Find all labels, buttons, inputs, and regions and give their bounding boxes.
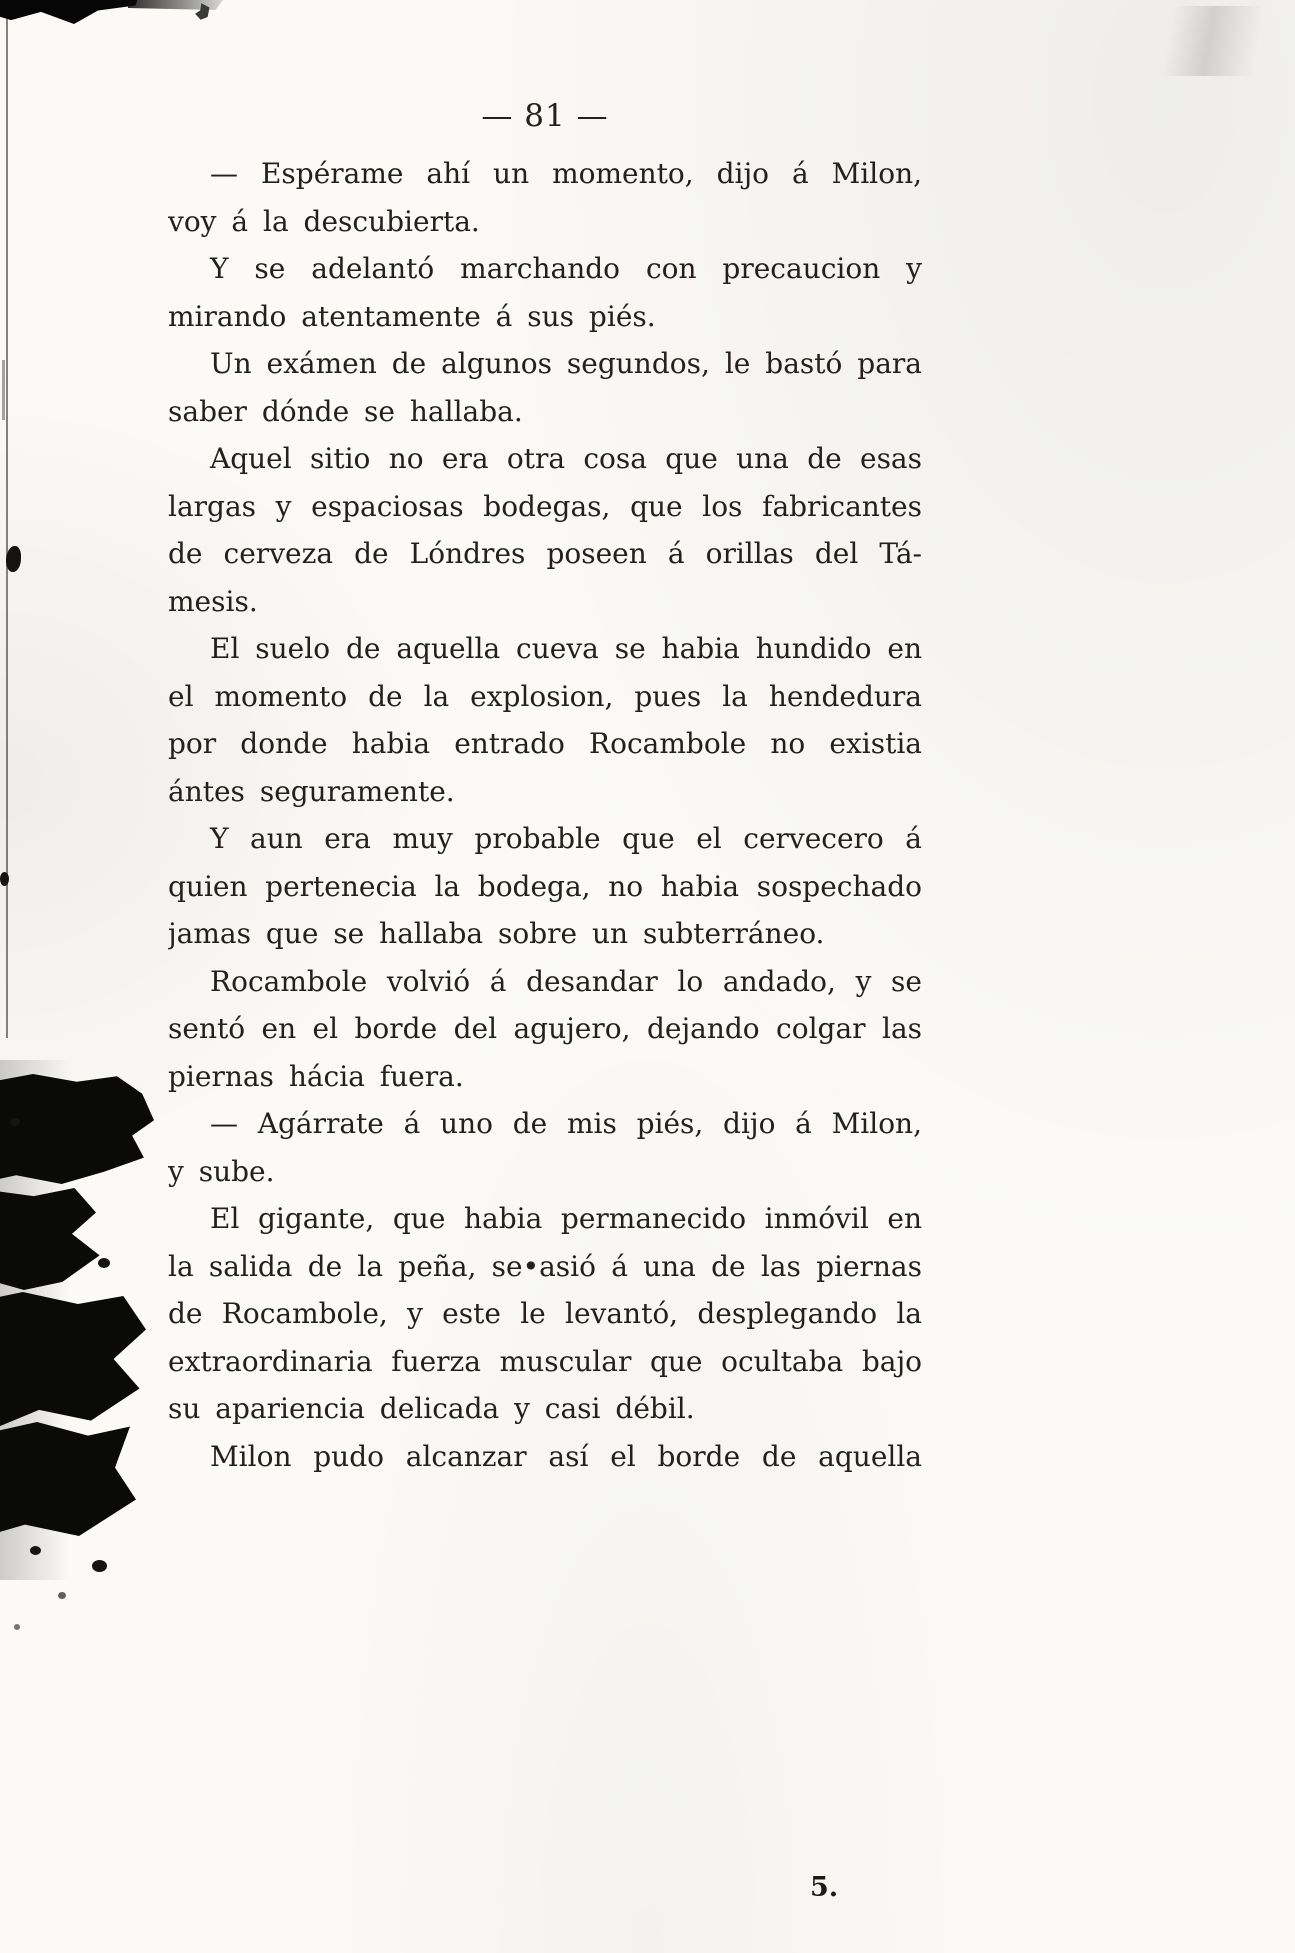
text-line: Y se adelantó marchando con precaucion y <box>210 252 922 285</box>
signature-number: 5. <box>810 1872 839 1903</box>
text-line: mirando atentamente á sus piés. <box>168 299 656 333</box>
scan-artifact-top-left <box>0 0 140 24</box>
text-line: — Agárrate á uno de mis piés, dijo á Milon, <box>210 1107 922 1140</box>
ink-speck <box>14 1624 20 1630</box>
paragraph <box>168 815 922 958</box>
text-line: quien pertenecia la bodega, no habia sospechado <box>168 869 922 903</box>
paragraph <box>168 625 922 815</box>
text-line: de Rocambole, y este le levantó, desplegando la <box>168 1297 922 1330</box>
ink-blotch <box>0 1188 108 1290</box>
text-line: por donde habia entrado Rocambole no existia <box>168 727 922 760</box>
ink-speck <box>92 1560 107 1572</box>
text-line: El suelo de aquella cueva se habia hundido en <box>210 632 922 665</box>
text-line: Rocambole volvió á desandar lo andado, y se <box>210 964 922 998</box>
scan-smudge-top-right <box>1140 6 1295 76</box>
paragraph-dialogue <box>168 1100 922 1195</box>
text-line: jamas que se hallaba sobre un subterráneo. <box>168 917 825 950</box>
ink-speck <box>10 1118 20 1126</box>
ink-blotch <box>0 1292 146 1426</box>
text-line: Milon pudo alcanzar así el borde de aquella <box>210 1439 922 1473</box>
text-line: piernas hácia fuera. <box>168 1059 464 1093</box>
paragraph <box>168 1433 922 1481</box>
text-line: Y aun era muy probable que el cervecero á <box>210 822 922 855</box>
paragraph <box>168 1195 922 1433</box>
text-line: el momento de la explosion, pues la hendedura <box>168 679 922 713</box>
paragraph-dialogue <box>168 150 922 245</box>
ink-blotch <box>0 1422 136 1536</box>
text-line: mesis. <box>168 584 258 618</box>
text-line: ántes seguramente. <box>168 774 455 808</box>
text-line: extraordinaria fuerza muscular que ocultaba bajo <box>168 1344 922 1378</box>
ink-blotch <box>0 1074 154 1184</box>
ink-speck <box>30 1546 41 1555</box>
paragraph <box>168 245 922 340</box>
page-number: — 81 — <box>481 98 609 134</box>
text-line: Un exámen de algunos segundos, le bastó para <box>210 347 922 380</box>
text-line: Aquel sitio no era otra cosa que una de esas <box>210 442 922 475</box>
text-column <box>168 150 922 1480</box>
ink-speck <box>6 546 21 572</box>
text-line: El gigante, que habia permanecido inmóvil en <box>210 1202 922 1235</box>
ink-speck <box>0 872 9 886</box>
ink-speck <box>98 1258 110 1268</box>
text-line: y sube. <box>168 1154 275 1188</box>
page-gutter-mark <box>2 360 5 420</box>
text-line: saber dónde se hallaba. <box>168 394 523 428</box>
text-line: — Espérame ahí un momento, dijo á Milon, <box>210 157 922 190</box>
paragraph <box>168 340 922 435</box>
text-line: la salida de la peña, se•asió á una de las piernas <box>168 1249 922 1283</box>
ink-speck <box>58 1592 66 1599</box>
text-line: su apariencia delicada y casi débil. <box>168 1392 695 1425</box>
text-line: de cerveza de Lóndres poseen á orillas del Tá- <box>168 537 922 570</box>
paragraph <box>168 958 922 1101</box>
text-line: sentó en el borde del agujero, dejando colgar las <box>168 1012 922 1045</box>
text-line: voy á la descubierta. <box>168 204 480 238</box>
text-line: largas y espaciosas bodegas, que los fabricantes <box>168 489 922 523</box>
paragraph <box>168 435 922 625</box>
